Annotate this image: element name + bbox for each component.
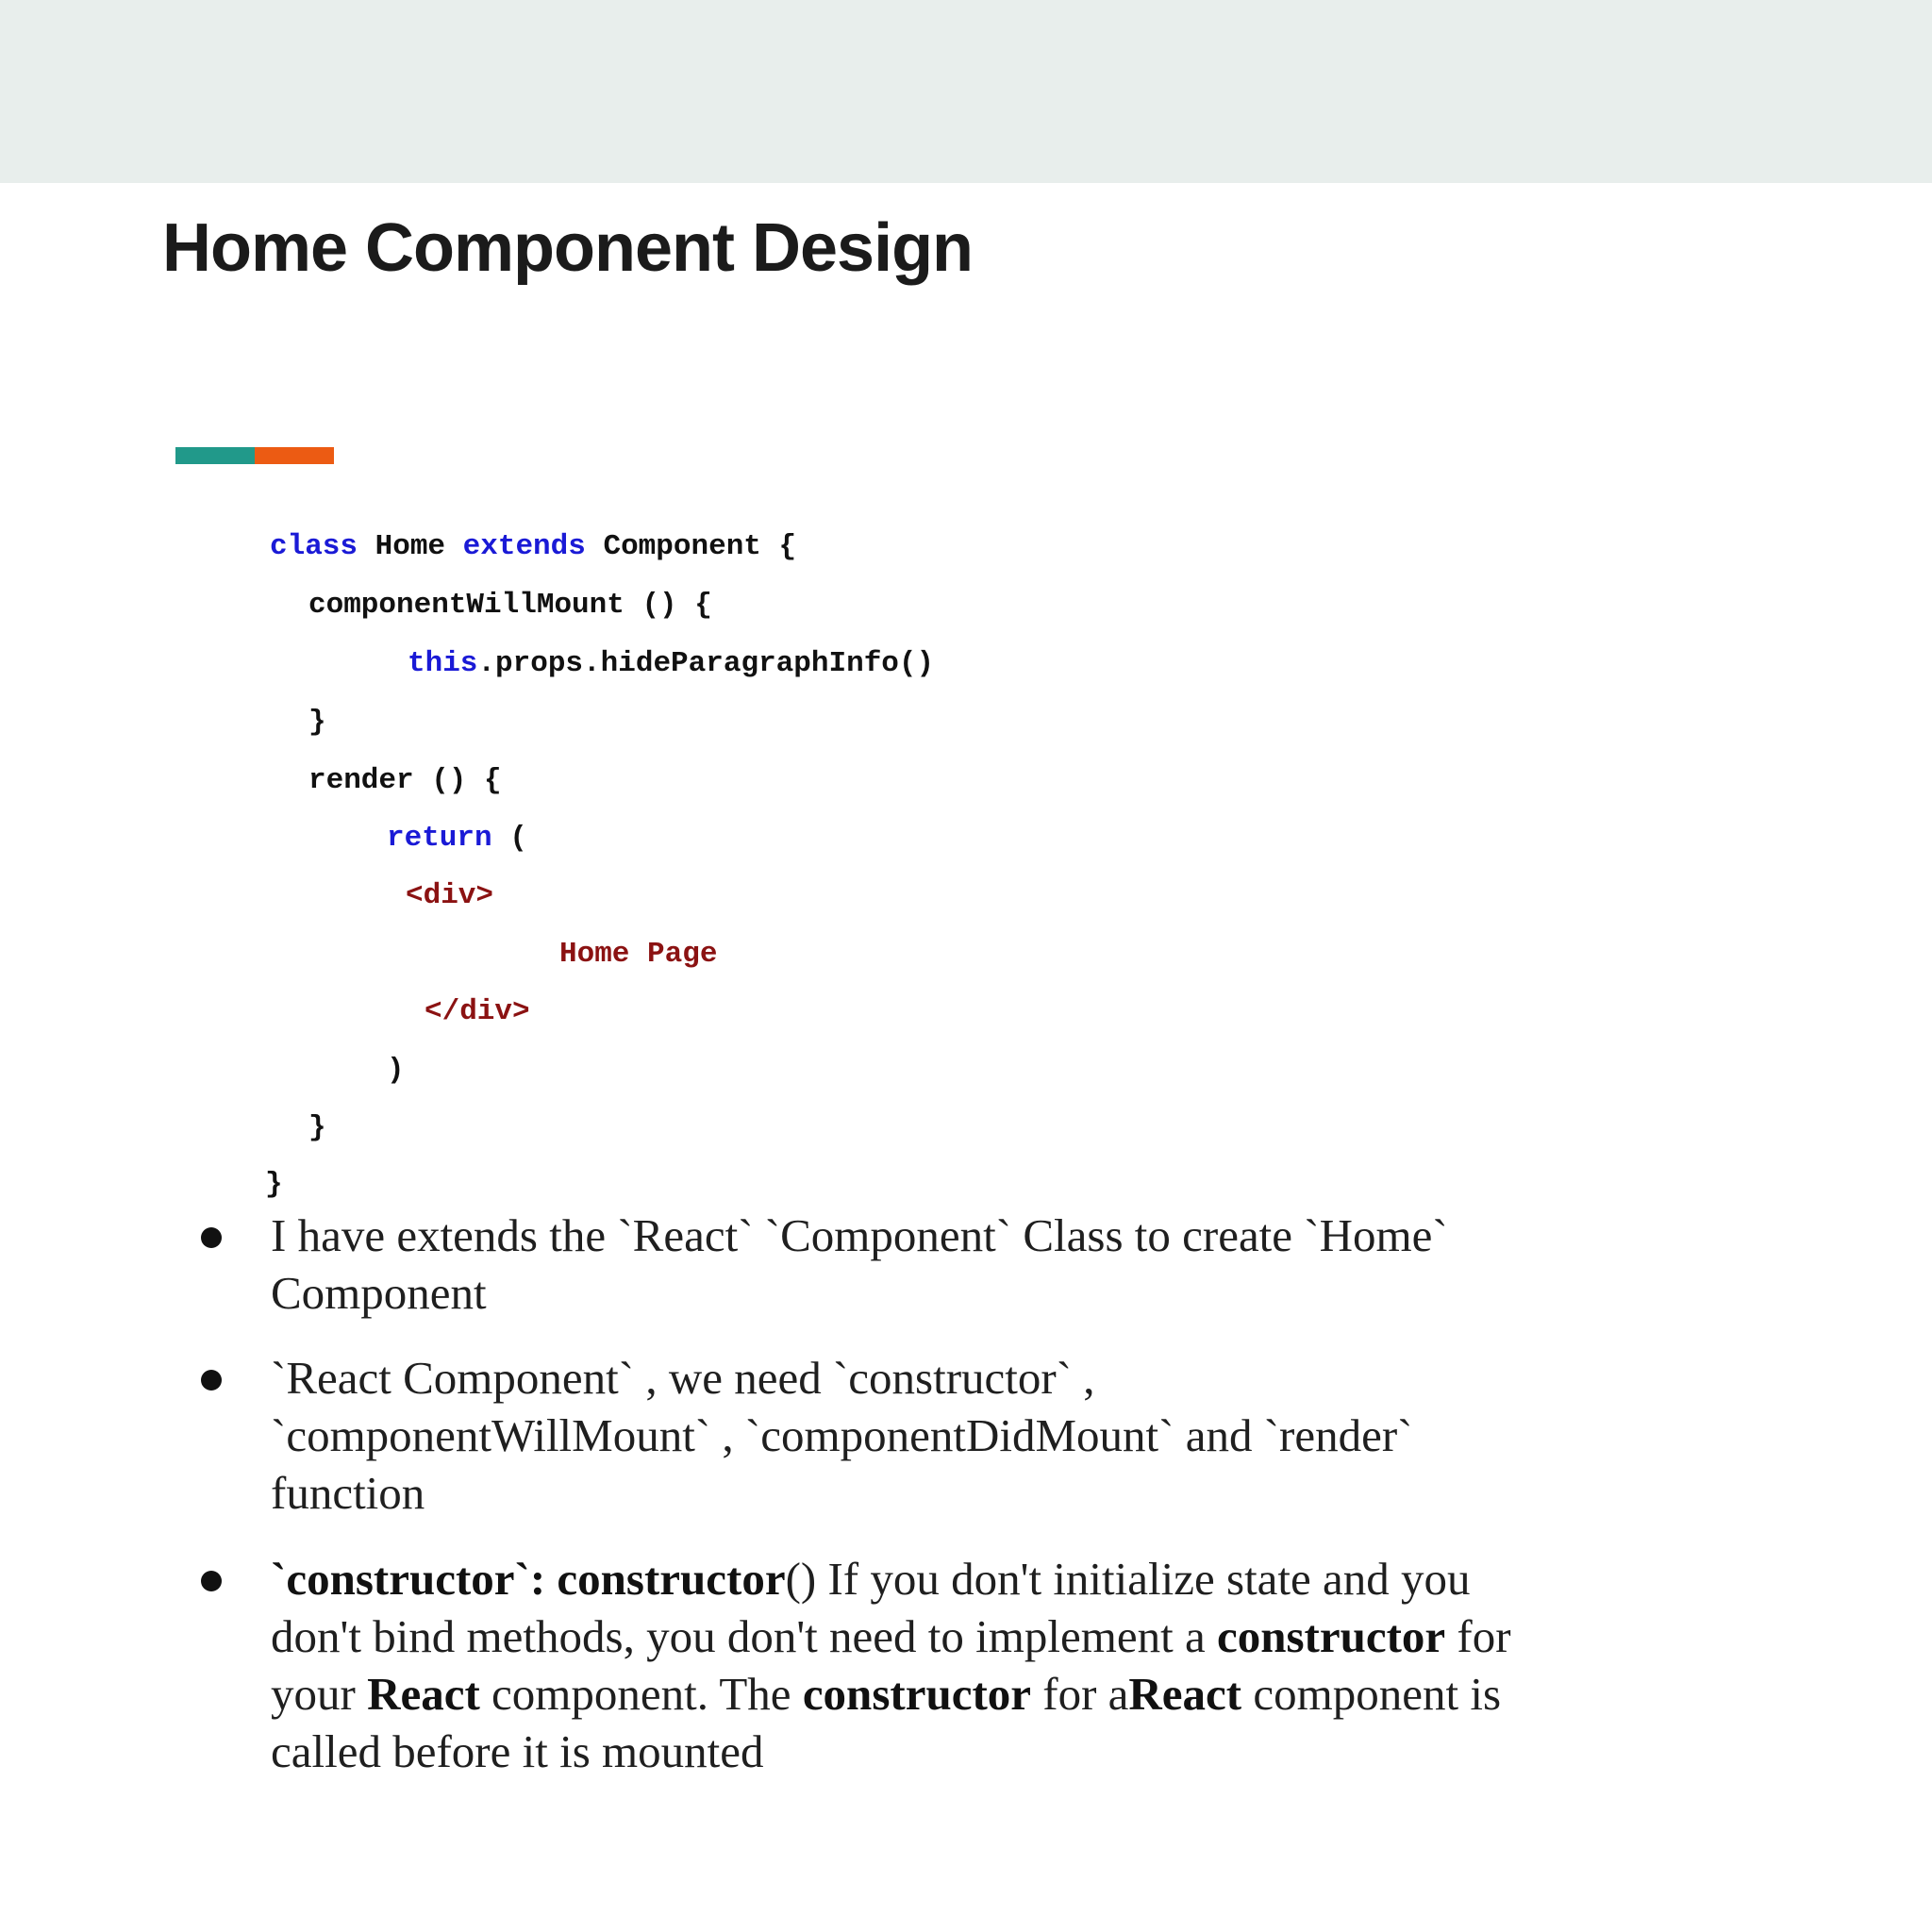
bullet-text: your <box>271 1668 368 1720</box>
bold-term: React <box>367 1668 480 1720</box>
bullet-line: `componentWillMount` , `componentDidMount` and `render` <box>271 1409 1413 1461</box>
code-line-12: } <box>265 1168 283 1201</box>
bold-term: constructor <box>1216 1610 1446 1662</box>
bullet-line: I have extends the `React` `Component` Class to create `Home` <box>271 1209 1448 1261</box>
bullet-line: Component <box>271 1267 487 1319</box>
code-line-4: } <box>308 706 326 739</box>
bullet-line: `React Component` , we need `constructor` , <box>271 1352 1095 1404</box>
list-item <box>271 1207 1780 1322</box>
bullet-dot <box>201 1571 222 1591</box>
bold-term: React <box>1128 1668 1242 1720</box>
code-line-9: </div> <box>425 995 530 1028</box>
bullet-text: () If you don't initialize state and you <box>785 1553 1471 1605</box>
code-line-3 <box>408 645 934 683</box>
code-text: ( <box>491 822 527 855</box>
code-line-8: Home Page <box>559 938 718 971</box>
code-keyword: return <box>387 822 492 855</box>
code-line-1 <box>270 528 796 566</box>
code-text: Component { <box>585 530 797 563</box>
code-line-11: } <box>308 1111 326 1144</box>
code-line-6 <box>387 820 527 858</box>
bullet-text: don't bind methods, you don't need to implement a <box>271 1610 1217 1662</box>
code-line-10: ) <box>387 1054 405 1087</box>
list-item <box>271 1349 1780 1522</box>
bullet-text: for a <box>1031 1668 1129 1720</box>
bullet-text: for <box>1445 1610 1511 1662</box>
bullet-text: component is <box>1241 1668 1502 1720</box>
slide-title: Home Component Design <box>162 210 974 286</box>
list-item <box>271 1550 1780 1780</box>
bullet-dot <box>201 1370 222 1391</box>
bullet-dot <box>201 1227 222 1248</box>
header-band <box>0 0 1932 183</box>
bold-term: constructor <box>802 1668 1032 1720</box>
code-line-2: componentWillMount () { <box>308 589 712 622</box>
code-line-5: render () { <box>308 764 502 797</box>
accent-bar-orange <box>255 447 334 464</box>
code-keyword: extends <box>462 530 586 563</box>
code-keyword: this <box>408 647 478 680</box>
code-keyword: class <box>270 530 358 563</box>
bullet-line: function <box>271 1467 425 1519</box>
bullet-text: component. The <box>479 1668 803 1720</box>
bullet-text: called before it is mounted <box>271 1725 764 1777</box>
code-text: .props.hideParagraphInfo() <box>477 647 935 680</box>
bold-term: `constructor`: constructor <box>271 1553 786 1605</box>
code-text: Home <box>358 530 463 563</box>
code-line-7: <div> <box>406 879 494 912</box>
accent-bar-teal <box>175 447 255 464</box>
